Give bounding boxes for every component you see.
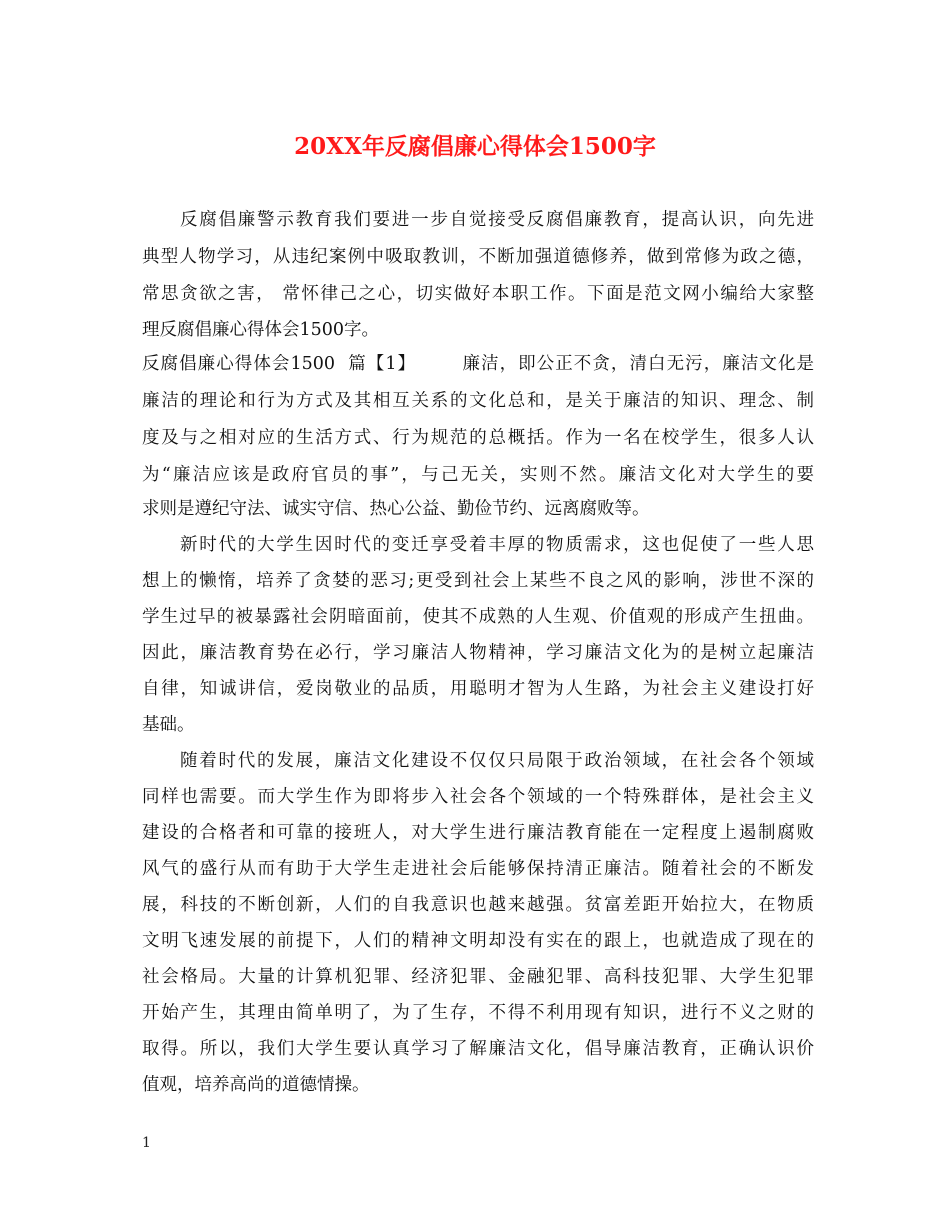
text-line: 建设的合格者和可靠的接班人，对大学生进行廉洁教育能在一定程度上遏制腐败 [142, 823, 814, 843]
text-line: 学生过早的被暴露社会阴暗面前，使其不成熟的人生观、价值观的形成产生扭曲。 [142, 607, 814, 627]
document-title: 20XX年反腐倡廉心得体会1500字 [294, 133, 656, 160]
text-line: 开始产生，其理由简单明了，为了生存，不得不利用现有知识，进行不义之财的 [142, 1003, 814, 1023]
text-line: 基础。 [142, 715, 195, 735]
text-line: 廉洁的理论和行为方式及其相互关系的文化总和，是关于廉洁的知识、理念、制 [142, 391, 814, 411]
text-line: 风气的盛行从而有助于大学生走进社会后能够保持清正廉洁。随着社会的不断发 [142, 859, 814, 879]
page-number: 1 [142, 1135, 151, 1151]
text-line: 典型人物学习，从违纪案例中吸取教训，不断加强道德修养，做到常修为政之德， [142, 247, 814, 267]
text-line: 求则是遵纪守法、诚实守信、热心公益、勤俭节约、远离腐败等。 [142, 499, 650, 519]
text-line: 反腐倡廉警示教育我们要进一步自觉接受反腐倡廉教育，提高认识，向先进 [180, 210, 814, 230]
text-line: 为“廉洁应该是政府官员的事”，与己无关，实则不然。廉洁文化对大学生的要 [142, 465, 814, 485]
text-line: 理反腐倡廉心得体会1500字。 [142, 320, 380, 340]
text-line: 取得。所以，我们大学生要认真学习了解廉洁文化，倡导廉洁教育，正确认识价 [142, 1039, 814, 1059]
text-line: 新时代的大学生因时代的变迁享受着丰厚的物质需求，这也促使了一些人思 [180, 535, 814, 555]
text-line: 常思贪欲之害， 常怀律己之心，切实做好本职工作。下面是范文网小编给大家整 [142, 284, 814, 304]
text-line: 社会格局。大量的计算机犯罪、经济犯罪、金融犯罪、高科技犯罪、大学生犯罪 [142, 967, 814, 987]
text-line: 自律，知诚讲信，爱岗敬业的品质，用聪明才智为人生路，为社会主义建设打好 [142, 679, 814, 699]
text-line: 因此，廉洁教育势在必行，学习廉洁人物精神，学习廉洁文化为的是树立起廉洁 [142, 643, 814, 663]
text-line: 展，科技的不断创新，人们的自我意识也越来越强。贫富差距开始拉大，在物质 [142, 895, 814, 915]
text-line: 值观，培养高尚的道德情操。 [142, 1075, 370, 1095]
text-line: 文明飞速发展的前提下，人们的精神文明却没有实在的跟上，也就造成了现在的 [142, 931, 814, 951]
section-heading-line: 反腐倡廉心得体会1500 篇【1】 廉洁，即公正不贪，清白无污，廉洁文化是 [142, 354, 814, 374]
text-line: 随着时代的发展，廉洁文化建设不仅仅只局限于政治领域，在社会各个领域 [180, 751, 814, 771]
text-line: 度及与之相对应的生活方式、行为规范的总概括。作为一名在校学生，很多人认 [142, 428, 814, 448]
text-line: 同样也需要。而大学生作为即将步入社会各个领域的一个特殊群体，是社会主义 [142, 787, 814, 807]
text-line: 想上的懒惰，培养了贪婪的恶习;更受到社会上某些不良之风的影响，涉世不深的 [142, 571, 814, 591]
